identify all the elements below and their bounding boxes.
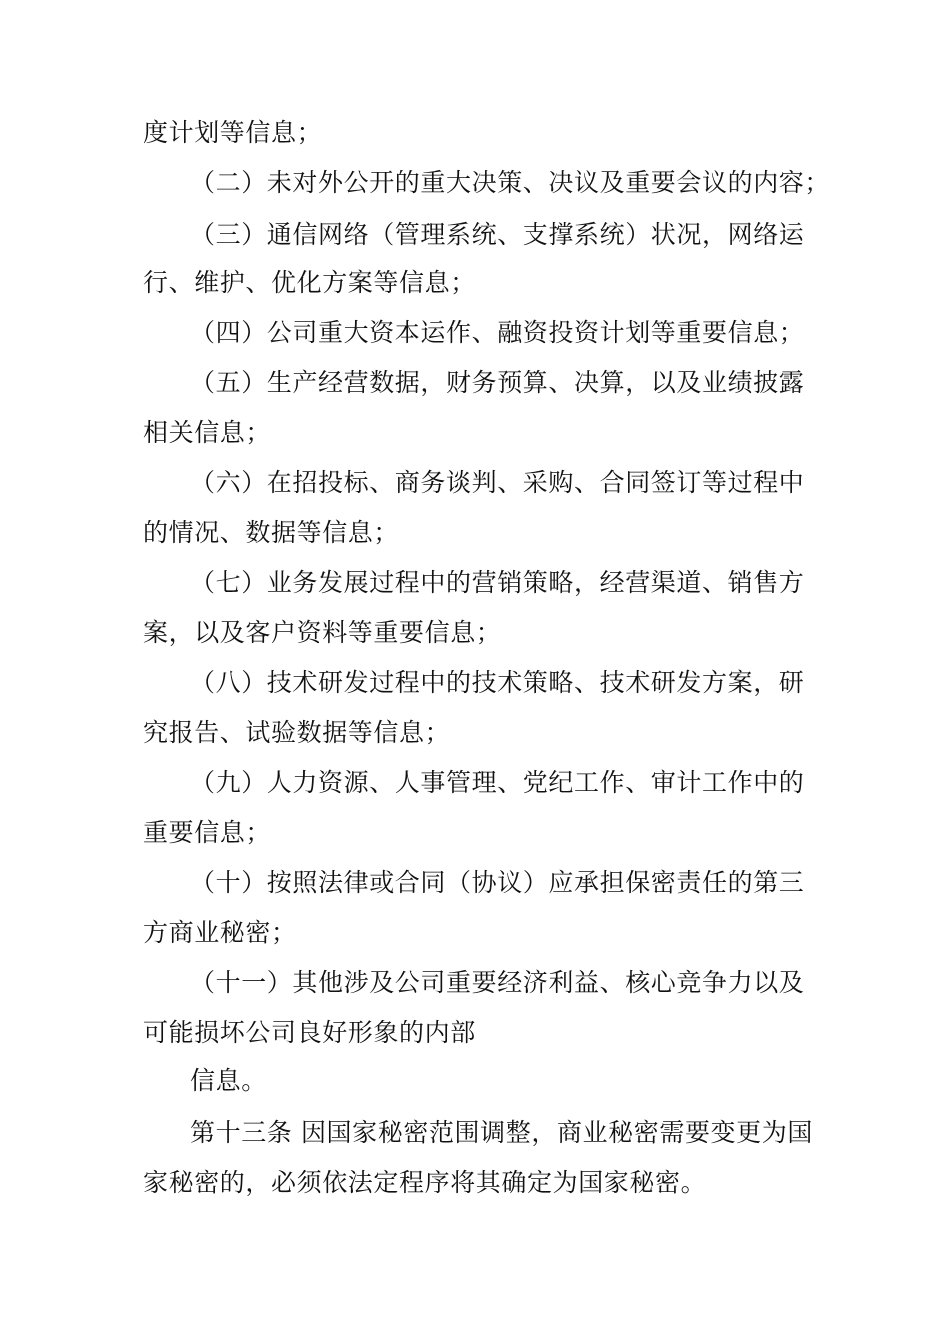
text-line: 家秘密的，必须依法定程序将其确定为国家秘密。 [143,1168,707,1197]
list-item-8: （八）技术研发过程中的技术策略、技术研发方案，研 [190,668,805,697]
list-item-10: （十）按照法律或合同（协议）应承担保密责任的第三 [190,868,805,897]
text-line: 度计划等信息； [143,118,323,147]
list-item-3: （三）通信网络（管理系统、支撑系统）状况，网络运 [190,220,805,249]
list-item-2: （二）未对外公开的重大决策、决议及重要会议的内容； [190,168,831,197]
list-item-5: （五）生产经营数据，财务预算、决算，以及业绩披露 [190,368,805,397]
text-line: 可能损坏公司良好形象的内部 [143,1018,476,1047]
text-line: 重要信息； [143,818,272,847]
list-item-4: （四）公司重大资本运作、融资投资计划等重要信息； [190,318,805,347]
text-line: 相关信息； [143,418,272,447]
text-line: 行、维护、优化方案等信息； [143,268,476,297]
text-line: 信息。 [190,1066,267,1095]
list-item-9: （九）人力资源、人事管理、党纪工作、审计工作中的 [190,768,805,797]
article-13: 第十三条 因国家秘密范围调整，商业秘密需要变更为国 [190,1118,813,1147]
list-item-6: （六）在招投标、商务谈判、采购、合同签订等过程中 [190,468,805,497]
list-item-7: （七）业务发展过程中的营销策略，经营渠道、销售方 [190,568,805,597]
list-item-11: （十一）其他涉及公司重要经济利益、核心竞争力以及 [190,968,805,997]
text-line: 的情况、数据等信息； [143,518,400,547]
text-line: 方商业秘密； [143,918,297,947]
text-line: 案，以及客户资料等重要信息； [143,618,502,647]
text-line: 究报告、试验数据等信息； [143,718,451,747]
